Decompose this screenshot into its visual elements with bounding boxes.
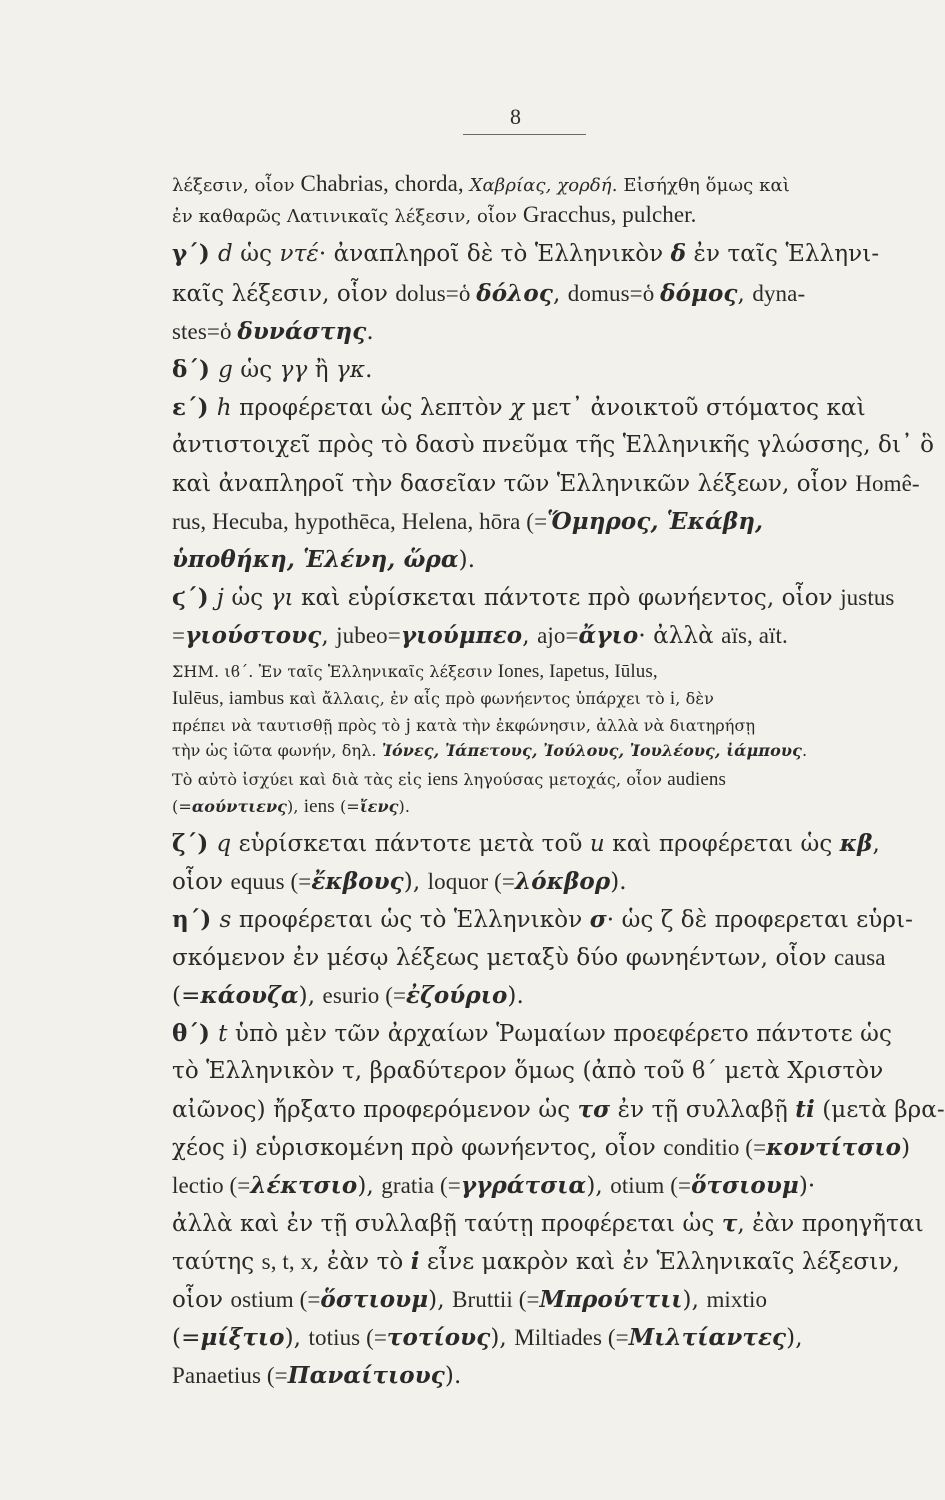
text-line bbox=[172, 172, 884, 195]
text-run: γγ bbox=[279, 357, 308, 383]
text-run: ὡς bbox=[224, 585, 271, 611]
text-line bbox=[172, 242, 884, 266]
text-line bbox=[172, 1174, 884, 1198]
text-run: jubeo= bbox=[336, 623, 401, 648]
text-run: Ὅμηρος, Ἑκάβη, bbox=[547, 508, 764, 535]
text-run: i bbox=[669, 688, 676, 709]
text-run: ajo= bbox=[537, 623, 579, 648]
text-line bbox=[172, 1134, 911, 1161]
text-run: ὑπὸ μὲν τῶν ἀρχαίων Ῥωμαίων προεφέρετο πάντοτε ὡς bbox=[227, 1021, 892, 1047]
text-run: καὶ εὑρίσκεται πάντοτε πρὸ φωνήεντος, οἷον bbox=[293, 585, 841, 611]
text-run: iens bbox=[303, 796, 335, 817]
text-run: q bbox=[216, 831, 232, 857]
text-run: γι bbox=[270, 585, 294, 611]
text-run: · ὡς ζ δὲ προφερεται εὑρι- bbox=[606, 907, 913, 933]
page-number-rule bbox=[463, 134, 586, 135]
text-line bbox=[172, 584, 895, 611]
text-run: η´) bbox=[172, 906, 220, 933]
text-run: καὶ ἀναπληροῖ τὴν δασεῖαν τῶν Ἑλληνικῶν λέξεων, οἷον bbox=[172, 471, 856, 497]
text-run: Μιλτίαντες bbox=[628, 1324, 787, 1351]
text-run: χ bbox=[510, 395, 525, 421]
text-run: ), bbox=[287, 797, 304, 816]
text-run: h bbox=[216, 395, 232, 421]
text-run: ), bbox=[786, 1325, 803, 1351]
text-run: s bbox=[219, 907, 232, 933]
text-run: ἐν ταῖς Ἑλληνι- bbox=[686, 241, 880, 267]
text-run: κοντίτσιο bbox=[766, 1134, 902, 1161]
text-run: λέξεσιν, οἷον bbox=[172, 175, 301, 196]
text-run: (= bbox=[172, 797, 192, 816]
text-run: μίξτιο bbox=[200, 1324, 285, 1351]
text-run: ), bbox=[298, 983, 323, 1009]
text-run: · ἀναπληροῖ δὲ τὸ Ἑλληνικὸν bbox=[318, 241, 671, 267]
text-run: κάουζα bbox=[200, 982, 299, 1009]
text-run: λέκτσιο bbox=[250, 1172, 358, 1199]
text-run: g bbox=[218, 357, 233, 383]
text-run: ντέ bbox=[279, 241, 319, 267]
text-run: gratia (= bbox=[381, 1173, 461, 1198]
text-line bbox=[172, 1060, 884, 1083]
text-run: Gracchus, pulcher. bbox=[522, 202, 697, 227]
text-run: ) bbox=[901, 1135, 911, 1161]
text-run: = bbox=[172, 623, 186, 648]
text-run: ). bbox=[444, 1363, 462, 1389]
text-line bbox=[172, 1288, 884, 1312]
text-run: ). bbox=[610, 869, 627, 895]
text-run: j bbox=[216, 585, 225, 611]
text-run: Miltiades (= bbox=[514, 1325, 629, 1350]
text-run: προφέρεται ὡς τὸ Ἑλληνικὸν bbox=[231, 907, 590, 933]
text-run: . bbox=[365, 357, 373, 383]
text-run: Παναίτιους bbox=[287, 1362, 445, 1389]
text-run: γιούστους bbox=[185, 622, 322, 649]
text-run: ἐν καθαρῶς Λατινικαῖς λέξεσιν, οἷον bbox=[172, 206, 523, 227]
text-run: μετ᾽ ἀνοικτοῦ στόματος καὶ bbox=[524, 395, 866, 421]
text-run: οἷον bbox=[172, 1287, 231, 1313]
page-number: 8 bbox=[510, 104, 521, 129]
text-run: δόλος bbox=[476, 280, 553, 307]
text-run: τὸ Ἑλληνικὸν τ, βραδύτερον ὅμως (ἀπὸ τοῦ ϐ´ μετὰ Χριστὸν bbox=[172, 1058, 884, 1084]
text-run: (= bbox=[172, 1325, 201, 1351]
text-line bbox=[172, 870, 884, 894]
text-run: ), bbox=[357, 1173, 382, 1199]
text-run: lectio (= bbox=[172, 1173, 251, 1198]
text-run: ), bbox=[586, 1173, 611, 1199]
text-line bbox=[172, 358, 884, 382]
text-run: ὅτσιουμ bbox=[691, 1172, 799, 1199]
text-run: i bbox=[410, 1248, 420, 1275]
text-run: otium (= bbox=[610, 1173, 692, 1198]
text-run: προφέρεται ὡς λεπτὸν bbox=[231, 395, 511, 421]
text-run: , δὲν bbox=[675, 689, 714, 708]
text-run: κατὰ τὴν ἐκφώνησιν, ἀλλὰ νὰ διατηρήσῃ bbox=[411, 716, 756, 735]
text-run: (μετὰ βρα- bbox=[814, 1097, 945, 1123]
text-run: Μπρούττιι bbox=[539, 1286, 683, 1313]
text-run: t bbox=[218, 1021, 228, 1047]
text-run: εὑρίσκεται πάντοτε μετὰ τοῦ bbox=[231, 831, 590, 857]
text-line bbox=[172, 320, 884, 344]
text-line bbox=[172, 984, 884, 1008]
text-line bbox=[172, 1248, 900, 1275]
text-run: ζ´) bbox=[172, 830, 217, 857]
text-line bbox=[172, 1326, 884, 1350]
text-run: aïs, aït. bbox=[721, 623, 788, 648]
text-line bbox=[172, 282, 884, 306]
text-run: Χαβρίας, χορδή bbox=[469, 175, 612, 196]
text-line bbox=[172, 906, 913, 933]
text-run: σκόμενον ἐν μέσῳ λέξεως μεταξὺ δύο φωνηέντων, οἷον bbox=[172, 945, 834, 971]
text-run: χέος bbox=[172, 1135, 233, 1161]
text-run: dyna- bbox=[752, 281, 806, 306]
text-run: j bbox=[405, 715, 411, 736]
text-run: iens bbox=[427, 769, 459, 790]
text-run: , bbox=[522, 623, 538, 649]
text-run: ὑποθήκη, Ἑλένη, ὥρα bbox=[172, 546, 459, 573]
text-run: ostium (= bbox=[230, 1287, 321, 1312]
text-run: δ bbox=[670, 240, 687, 267]
text-run: Iulēus, iambus bbox=[172, 688, 285, 709]
text-run: τοτίους bbox=[386, 1324, 491, 1351]
text-run: ἄγιο bbox=[578, 622, 639, 649]
text-line bbox=[172, 624, 884, 648]
text-run: οἷον bbox=[172, 869, 231, 895]
text-run: εἶνε μακρὸν καὶ ἐν Ἑλληνικαῖς λέξεσιν, bbox=[419, 1249, 900, 1275]
text-run: κβ bbox=[839, 830, 873, 857]
text-run: καῖς λέξεσιν, οἷον bbox=[172, 281, 396, 307]
text-run: ὡς bbox=[232, 357, 280, 383]
text-run: Ἰόνες, Ἰάπετους, Ἰούλους, Ἰουλέους, ἰάμπους bbox=[381, 741, 802, 760]
text-run: Panaetius (= bbox=[172, 1363, 288, 1388]
text-run: equus (= bbox=[230, 869, 312, 894]
text-run: δ´) bbox=[172, 356, 219, 383]
text-line bbox=[172, 716, 884, 735]
text-run: καὶ προφέρεται ὡς bbox=[604, 831, 840, 857]
text-run: Bruttii (= bbox=[452, 1287, 540, 1312]
text-run: δυνάστης bbox=[237, 318, 367, 345]
text-run: conditio (= bbox=[663, 1135, 767, 1160]
text-run: ), bbox=[428, 1287, 453, 1313]
text-line bbox=[172, 432, 935, 458]
text-run: domus=ὁ bbox=[567, 281, 661, 306]
text-run: ). bbox=[458, 547, 476, 573]
text-run: ), bbox=[284, 1325, 309, 1351]
text-line bbox=[172, 797, 884, 816]
text-run: justus bbox=[840, 585, 895, 610]
text-run: αἰῶνος) ἤρξατο προφερόμενον ὡς bbox=[172, 1097, 578, 1123]
text-run: ), bbox=[403, 869, 428, 895]
text-run: δόμος bbox=[660, 280, 738, 307]
text-run: ἐζούριο bbox=[406, 982, 508, 1009]
text-run: ) εὑρισκομένη πρὸ φωνήεντος, οἷον bbox=[238, 1135, 664, 1161]
text-run: , bbox=[552, 281, 568, 307]
text-line bbox=[172, 1364, 884, 1388]
text-run: i bbox=[232, 1135, 239, 1160]
text-line bbox=[172, 1096, 945, 1123]
text-run: totius (= bbox=[308, 1325, 387, 1350]
text-run: , ἐὰν προηγῆται bbox=[737, 1211, 924, 1237]
text-run: ἐν τῇ συλλαβῇ bbox=[610, 1097, 796, 1123]
text-run: ληγούσας μετοχάς, οἷον bbox=[458, 770, 668, 789]
text-run: (= bbox=[172, 983, 201, 1009]
text-run: ti bbox=[795, 1096, 815, 1123]
text-run: ), bbox=[490, 1325, 515, 1351]
text-run: audiens bbox=[667, 769, 726, 790]
text-run: καὶ ἄλλαις, ἐν αἷς πρὸ φωνήεντος ὑπάρχει τὸ bbox=[284, 689, 670, 708]
text-line bbox=[172, 743, 884, 759]
text-run: s, t, x bbox=[261, 1249, 313, 1274]
text-run: stes=ὁ bbox=[172, 319, 238, 344]
text-run: ὡς bbox=[232, 241, 280, 267]
text-run: ). bbox=[507, 983, 524, 1009]
text-run: γκ bbox=[336, 357, 366, 383]
text-run: (= bbox=[334, 797, 360, 816]
text-run: rus, Hecuba, hypothēca, Helena, hōra (= bbox=[172, 509, 548, 534]
text-run: γ´) bbox=[172, 240, 218, 267]
text-run: . Εἰσήχθη ὅμως καὶ bbox=[611, 175, 790, 196]
text-run: ἀλλὰ καὶ ἐν τῇ συλλαβῇ ταύτῃ προφέρεται ὡς bbox=[172, 1211, 722, 1237]
text-line bbox=[172, 689, 884, 708]
text-run: )· bbox=[798, 1173, 816, 1199]
text-line bbox=[172, 770, 884, 789]
text-run: , bbox=[737, 281, 753, 307]
text-run: γγράτσια bbox=[460, 1172, 587, 1199]
text-run: ἢ bbox=[307, 357, 337, 383]
text-line bbox=[172, 946, 884, 970]
text-run: ἔκβους bbox=[311, 868, 404, 895]
text-line bbox=[172, 396, 884, 420]
text-run: . bbox=[801, 741, 808, 760]
text-run: πρέπει νὰ ταυτισθῇ πρὸς τὸ bbox=[172, 716, 406, 735]
text-run: esurio (= bbox=[322, 983, 407, 1008]
text-run: γιούμπεο bbox=[400, 622, 523, 649]
text-run: τσ bbox=[577, 1096, 611, 1123]
text-run: mixtio bbox=[706, 1287, 768, 1312]
text-run: τ bbox=[721, 1210, 738, 1237]
text-run: , bbox=[872, 831, 880, 857]
text-run: σ bbox=[589, 906, 607, 933]
text-run: ). bbox=[398, 797, 411, 816]
text-run: ), bbox=[682, 1287, 707, 1313]
text-run: , bbox=[321, 623, 337, 649]
text-run: ὅστιουμ bbox=[320, 1286, 429, 1313]
text-run: τὴν ὡς ἰῶτα φωνήν, δηλ. bbox=[172, 741, 382, 760]
text-run: d bbox=[217, 241, 233, 267]
text-run: ἴενς bbox=[359, 797, 399, 816]
text-run: ϛ´) bbox=[172, 584, 217, 611]
text-run: causa bbox=[833, 945, 886, 970]
text-run: loquor (= bbox=[427, 869, 516, 894]
text-line bbox=[172, 471, 920, 497]
text-run: dolus=ὁ bbox=[395, 281, 477, 306]
text-run: λόκβορ bbox=[515, 868, 611, 895]
text-run: ε´) bbox=[172, 394, 217, 421]
text-run: θ´) bbox=[172, 1020, 219, 1047]
text-line bbox=[172, 203, 884, 226]
text-line bbox=[172, 1210, 924, 1237]
text-line bbox=[172, 832, 884, 856]
text-run: ἀντιστοιχεῖ πρὸς τὸ δασὺ πνεῦμα τῆς Ἑλληνικῆς γλώσσης, δι᾽ ὃ bbox=[172, 432, 935, 458]
text-run: αούντιενς bbox=[191, 797, 288, 816]
text-run: Chabrias, chorda, bbox=[300, 171, 470, 196]
text-line bbox=[172, 510, 884, 534]
text-run: , ἐὰν τὸ bbox=[312, 1249, 411, 1275]
text-run: ΣΗΜ. ιϐ´. Ἐν ταῖς Ἑλληνικαῖς λέξεσιν bbox=[172, 662, 498, 681]
text-run: . bbox=[366, 319, 374, 345]
text-run: Τὸ αὐτὸ ἰσχύει καὶ διὰ τὰς εἰς bbox=[172, 770, 428, 789]
text-line bbox=[172, 548, 884, 572]
text-run: · ἀλλὰ bbox=[638, 623, 722, 649]
text-run: Iones, Iapetus, Iūlus, bbox=[497, 661, 658, 682]
text-run: ταύτης bbox=[172, 1249, 262, 1275]
text-line bbox=[172, 662, 884, 681]
text-run: Homê- bbox=[855, 471, 920, 496]
text-run: u bbox=[589, 831, 605, 857]
text-line bbox=[172, 1020, 892, 1047]
